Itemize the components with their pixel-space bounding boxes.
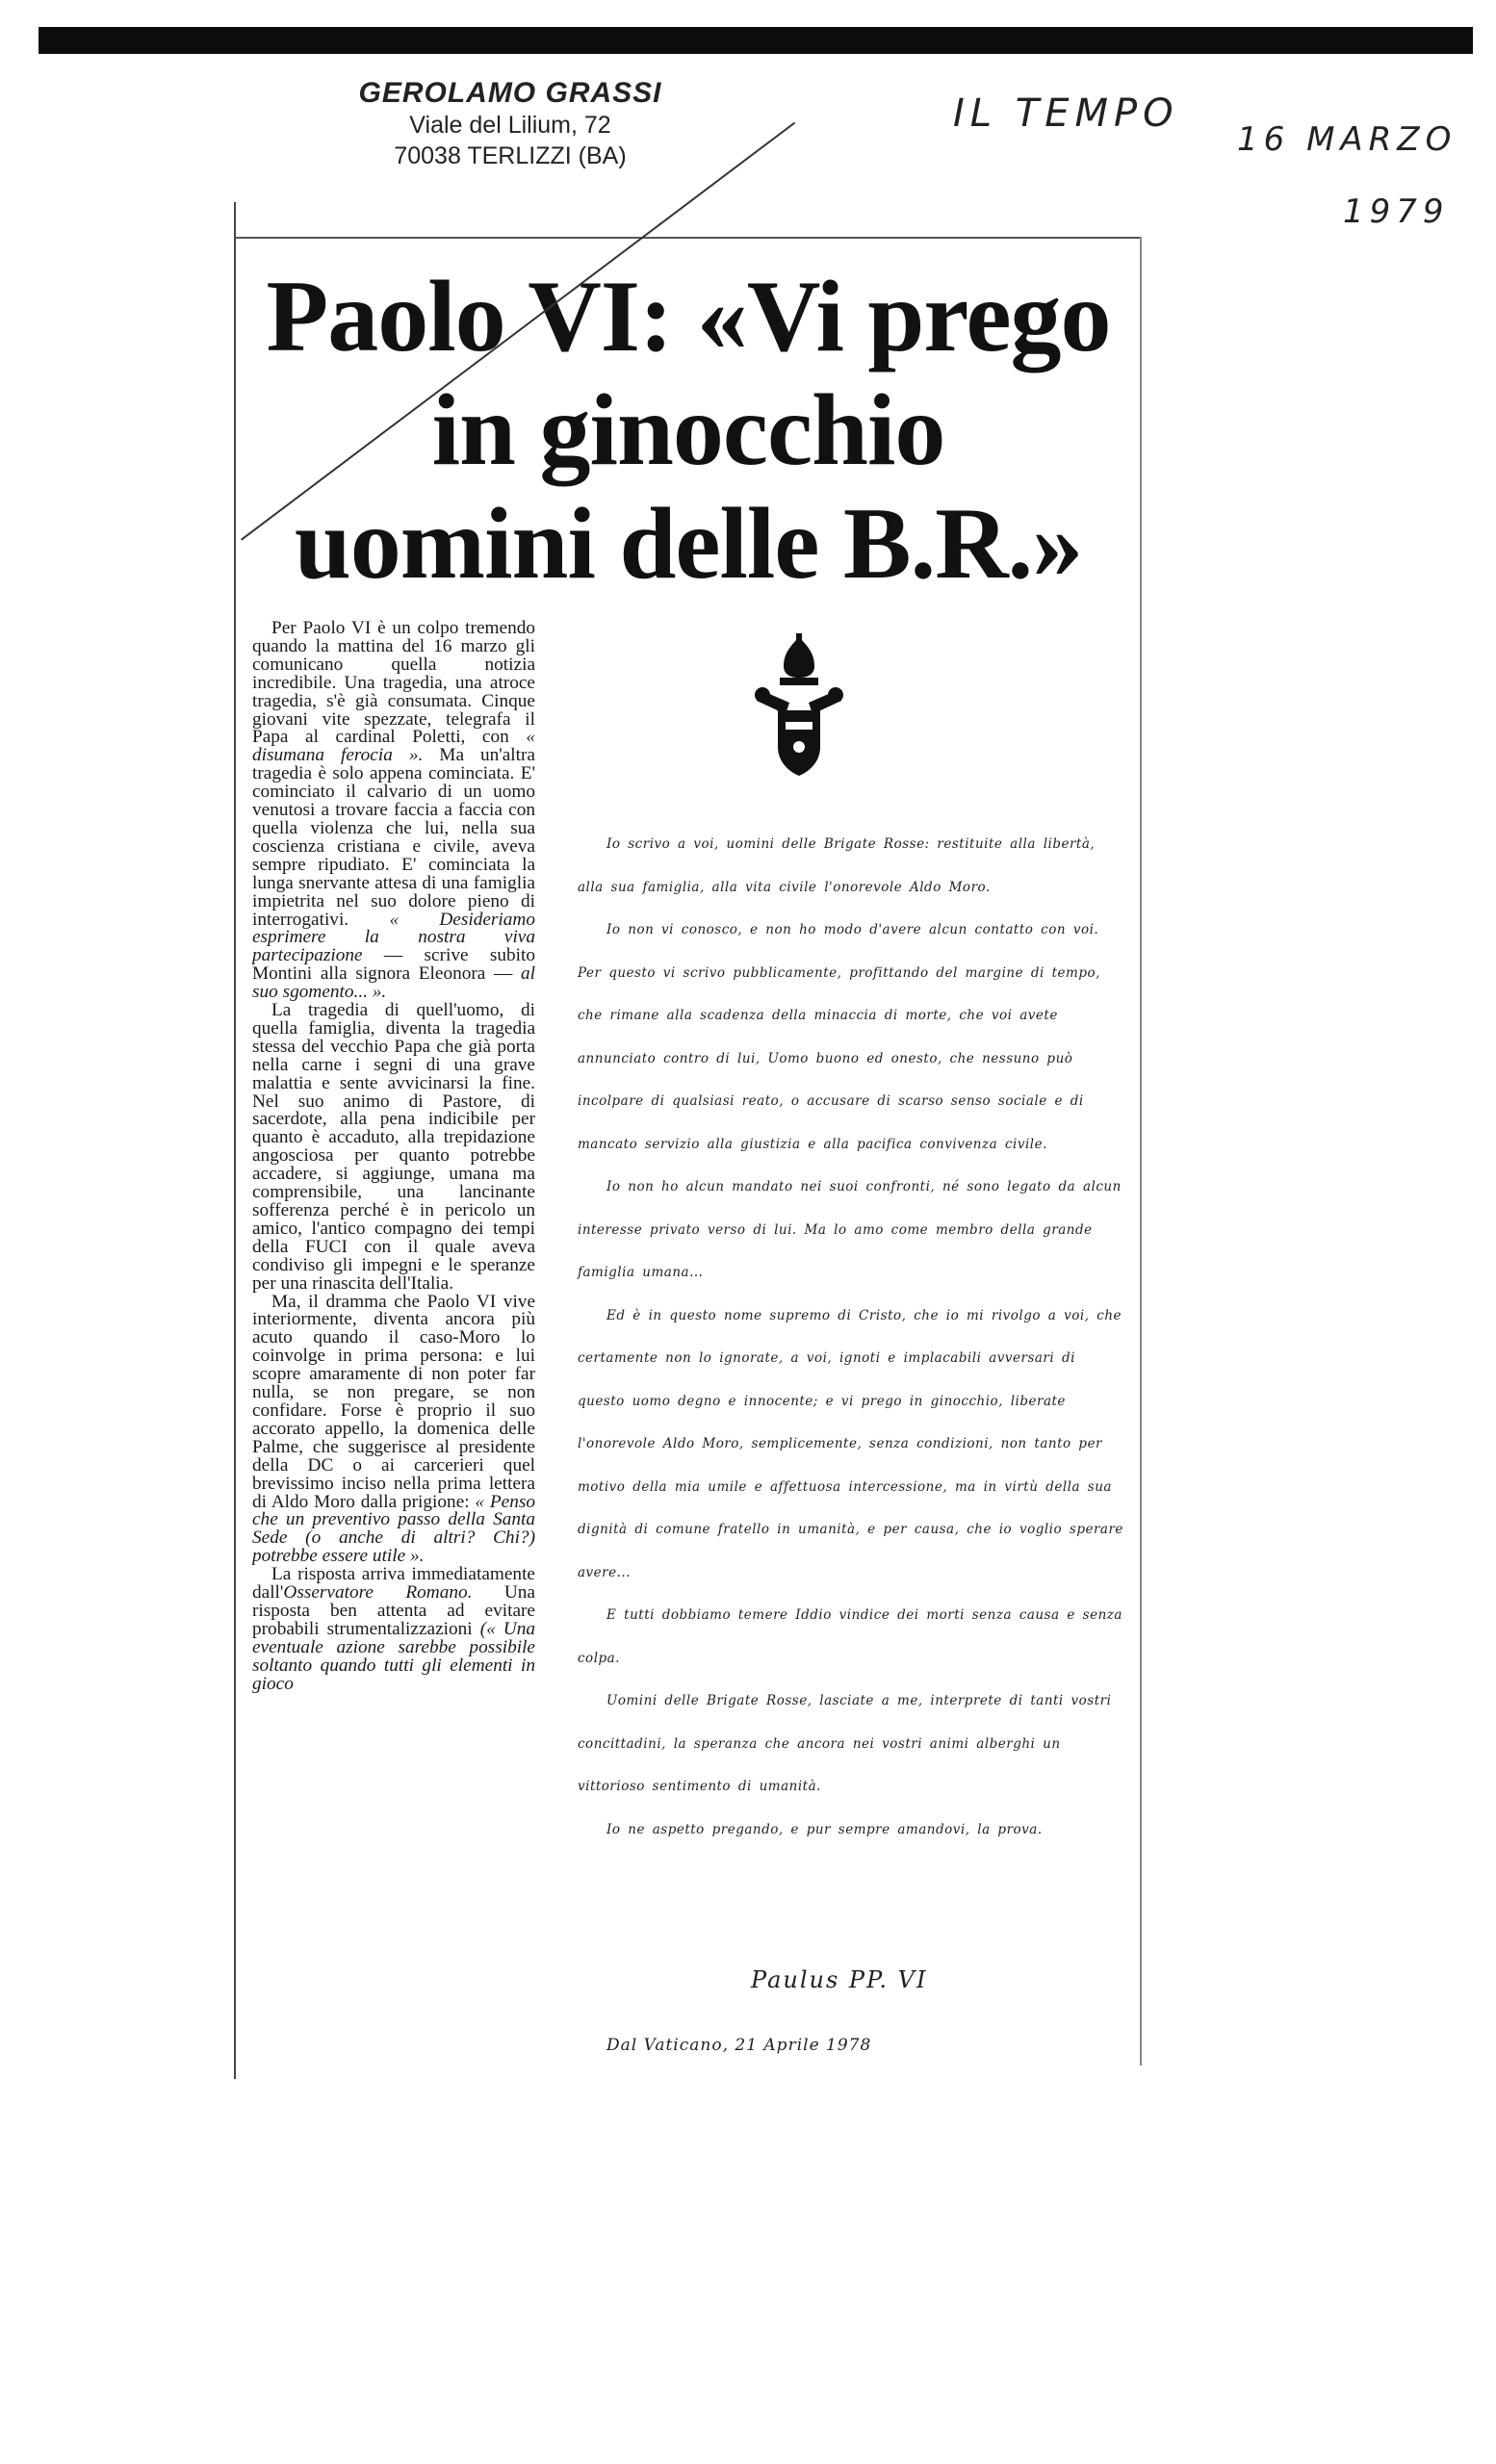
letter-paragraph: Io non vi conosco, e non ho modo d'avere alcun contatto con voi. Per questo vi scrivo pubblicamente, profittando del margine di tempo, che rimane alla scadenza della minaccia di morte, che voi avete annunciato contro di lui, Uomo buono ed onesto, che nessuno può incolpare di qualsiasi reato, o accusare di scarso senso sociale e di mancato servizio alla giustizia e alla pacifica convivenza civile. [578, 922, 1100, 1152]
scan-top-border [39, 27, 1473, 54]
article-body [252, 620, 535, 2056]
stamp-city: 70038 TERLIZZI (BA) [394, 142, 627, 169]
clipping-left-edge [234, 202, 236, 2079]
stamp-name: GEROLAMO GRASSI [358, 77, 662, 109]
letter-place-date: Dal Vaticano, 21 Aprile 1978 [606, 2036, 872, 2055]
article-paragraph: La tragedia di quell'uomo, di quella famiglia, diventa la tragedia stessa del vecchio Papa che già porta nella carne i segni di una grave malattia e sente avvicinarsi la fine. Nel suo animo di Pastore, di sacerdote, alla pena indicibile per quanto è accaduto, alla trepidazione angosciosa per quanto potrebbe accadere, si aggiunge, umana ma comprensibile, una lancinante sofferenza perché è in pericolo un amico, l'antico compagno dei tempi della FUCI con il quale aveva condiviso gli impegni e le speranze per una rinascita dell'Italia. [252, 1000, 535, 1294]
letter-paragraph: Io ne aspetto pregando, e pur sempre amandovi, la prova. [606, 1821, 1043, 1837]
clipping-top-edge [234, 237, 1142, 239]
letter-paragraph: Ed è in questo nome supremo di Cristo, che io mi rivolgo a voi, che certamente non lo ignorate, a voi, ignoti e implacabili avversari di questo uomo degno e innocente; e vi prego in ginocchio, liberate l'onorevole Aldo Moro, semplicemente, senza condizioni, non tanto per motivo della mia umile e affettuosa intercessione, ma in virtù della sua dignità di comune fratello in umanità, e per causa, che io voglio sperare avere... [578, 1307, 1123, 1580]
article-paragraph: Ma, il dramma che Paolo VI vive interiormente, diventa ancora più acuto quando il caso-Moro lo coinvolge in prima persona: e lui scopre amaramente di non poter far nulla, se non pregare, se non confidare. Forse è proprio il suo accorato appello, la domenica delle Palme, che suggerisce al presidente della DC o ai carcerieri quel brevissimo inciso nella prima lettera di Aldo Moro dalla prigione: « Penso che un preventivo passo della Santa Sede (o anche di altri? Chi?) potrebbe essere utile ». [252, 1291, 535, 1567]
handwritten-year: 1979 [1343, 192, 1450, 231]
letter-paragraph: E tutti dobbiamo temere Iddio vindice dei morti senza causa e senza colpa. [578, 1607, 1122, 1666]
article-paragraph: Per Paolo VI è un colpo tremendo quando la mattina del 16 marzo gli comunicano quella notizia incredibile. Una tragedia, una atroce tragedia, s'è già consumata. Cinque giovani vite spezzate, telegrafa il Papa al cardinal Poletti, con « disumana ferocia ». Ma un'altra tragedia è solo appena cominciata. E' cominciato il calvario di un uomo venutosi a trovare faccia a faccia con quella violenza che lui, nella sua coscienza cristiana e civile, aveva sempre ripudiato. E' cominciata la lunga snervante attesa di una famiglia impietrita nel suo dolore pieno di interrogativi. « Desideriamo esprimere la nostra viva partecipazione — scrive subito Montini alla signora Eleonora — al suo sgomento... ». [252, 620, 535, 1003]
clipping-right-edge [1140, 237, 1142, 2066]
stamp-street: Viale del Lilium, 72 [409, 112, 611, 139]
letter-paragraph: Uomini delle Brigate Rosse, lasciate a me, interprete di tanti vostri concittadini, la speranza che ancora nei vostri animi alberghi un vittorioso sentimento di umanità. [578, 1693, 1112, 1794]
headline-line-3: uomini delle B.R.» [294, 487, 1083, 600]
letter-paragraph: Io non ho alcun mandato nei suoi confronti, né sono legato da alcun interesse privato verso di lui. Ma lo amo come membro della grande famiglia umana... [578, 1179, 1122, 1280]
letter-signature: Paulus PP. VI [751, 1966, 928, 1993]
headline-line-1: Paolo VI: «Vi prego [266, 260, 1111, 372]
handwritten-letter [578, 823, 1126, 2055]
letter-paragraph: Io scrivo a voi, uomini delle Brigate Rosse: restituite alla libertà, alla sua famiglia, alla vita civile l'onorevole Aldo Moro. [578, 836, 1096, 895]
owner-stamp [318, 77, 703, 171]
papal-coat-of-arms-icon [751, 633, 847, 778]
headline-line-2: in ginocchio [431, 373, 945, 486]
article-paragraph: La risposta arriva immediatamente dall'Osservatore Romano. Una risposta ben attenta ad evitare probabili strumentalizzazioni (« Una eventuale azione sarebbe possibile soltanto quando tutti gli elementi in gioco [252, 1564, 535, 1694]
article-headline [245, 260, 1131, 601]
handwritten-date: 16 MARZO [1237, 120, 1457, 159]
handwritten-newspaper-name: IL TEMPO [953, 91, 1179, 136]
